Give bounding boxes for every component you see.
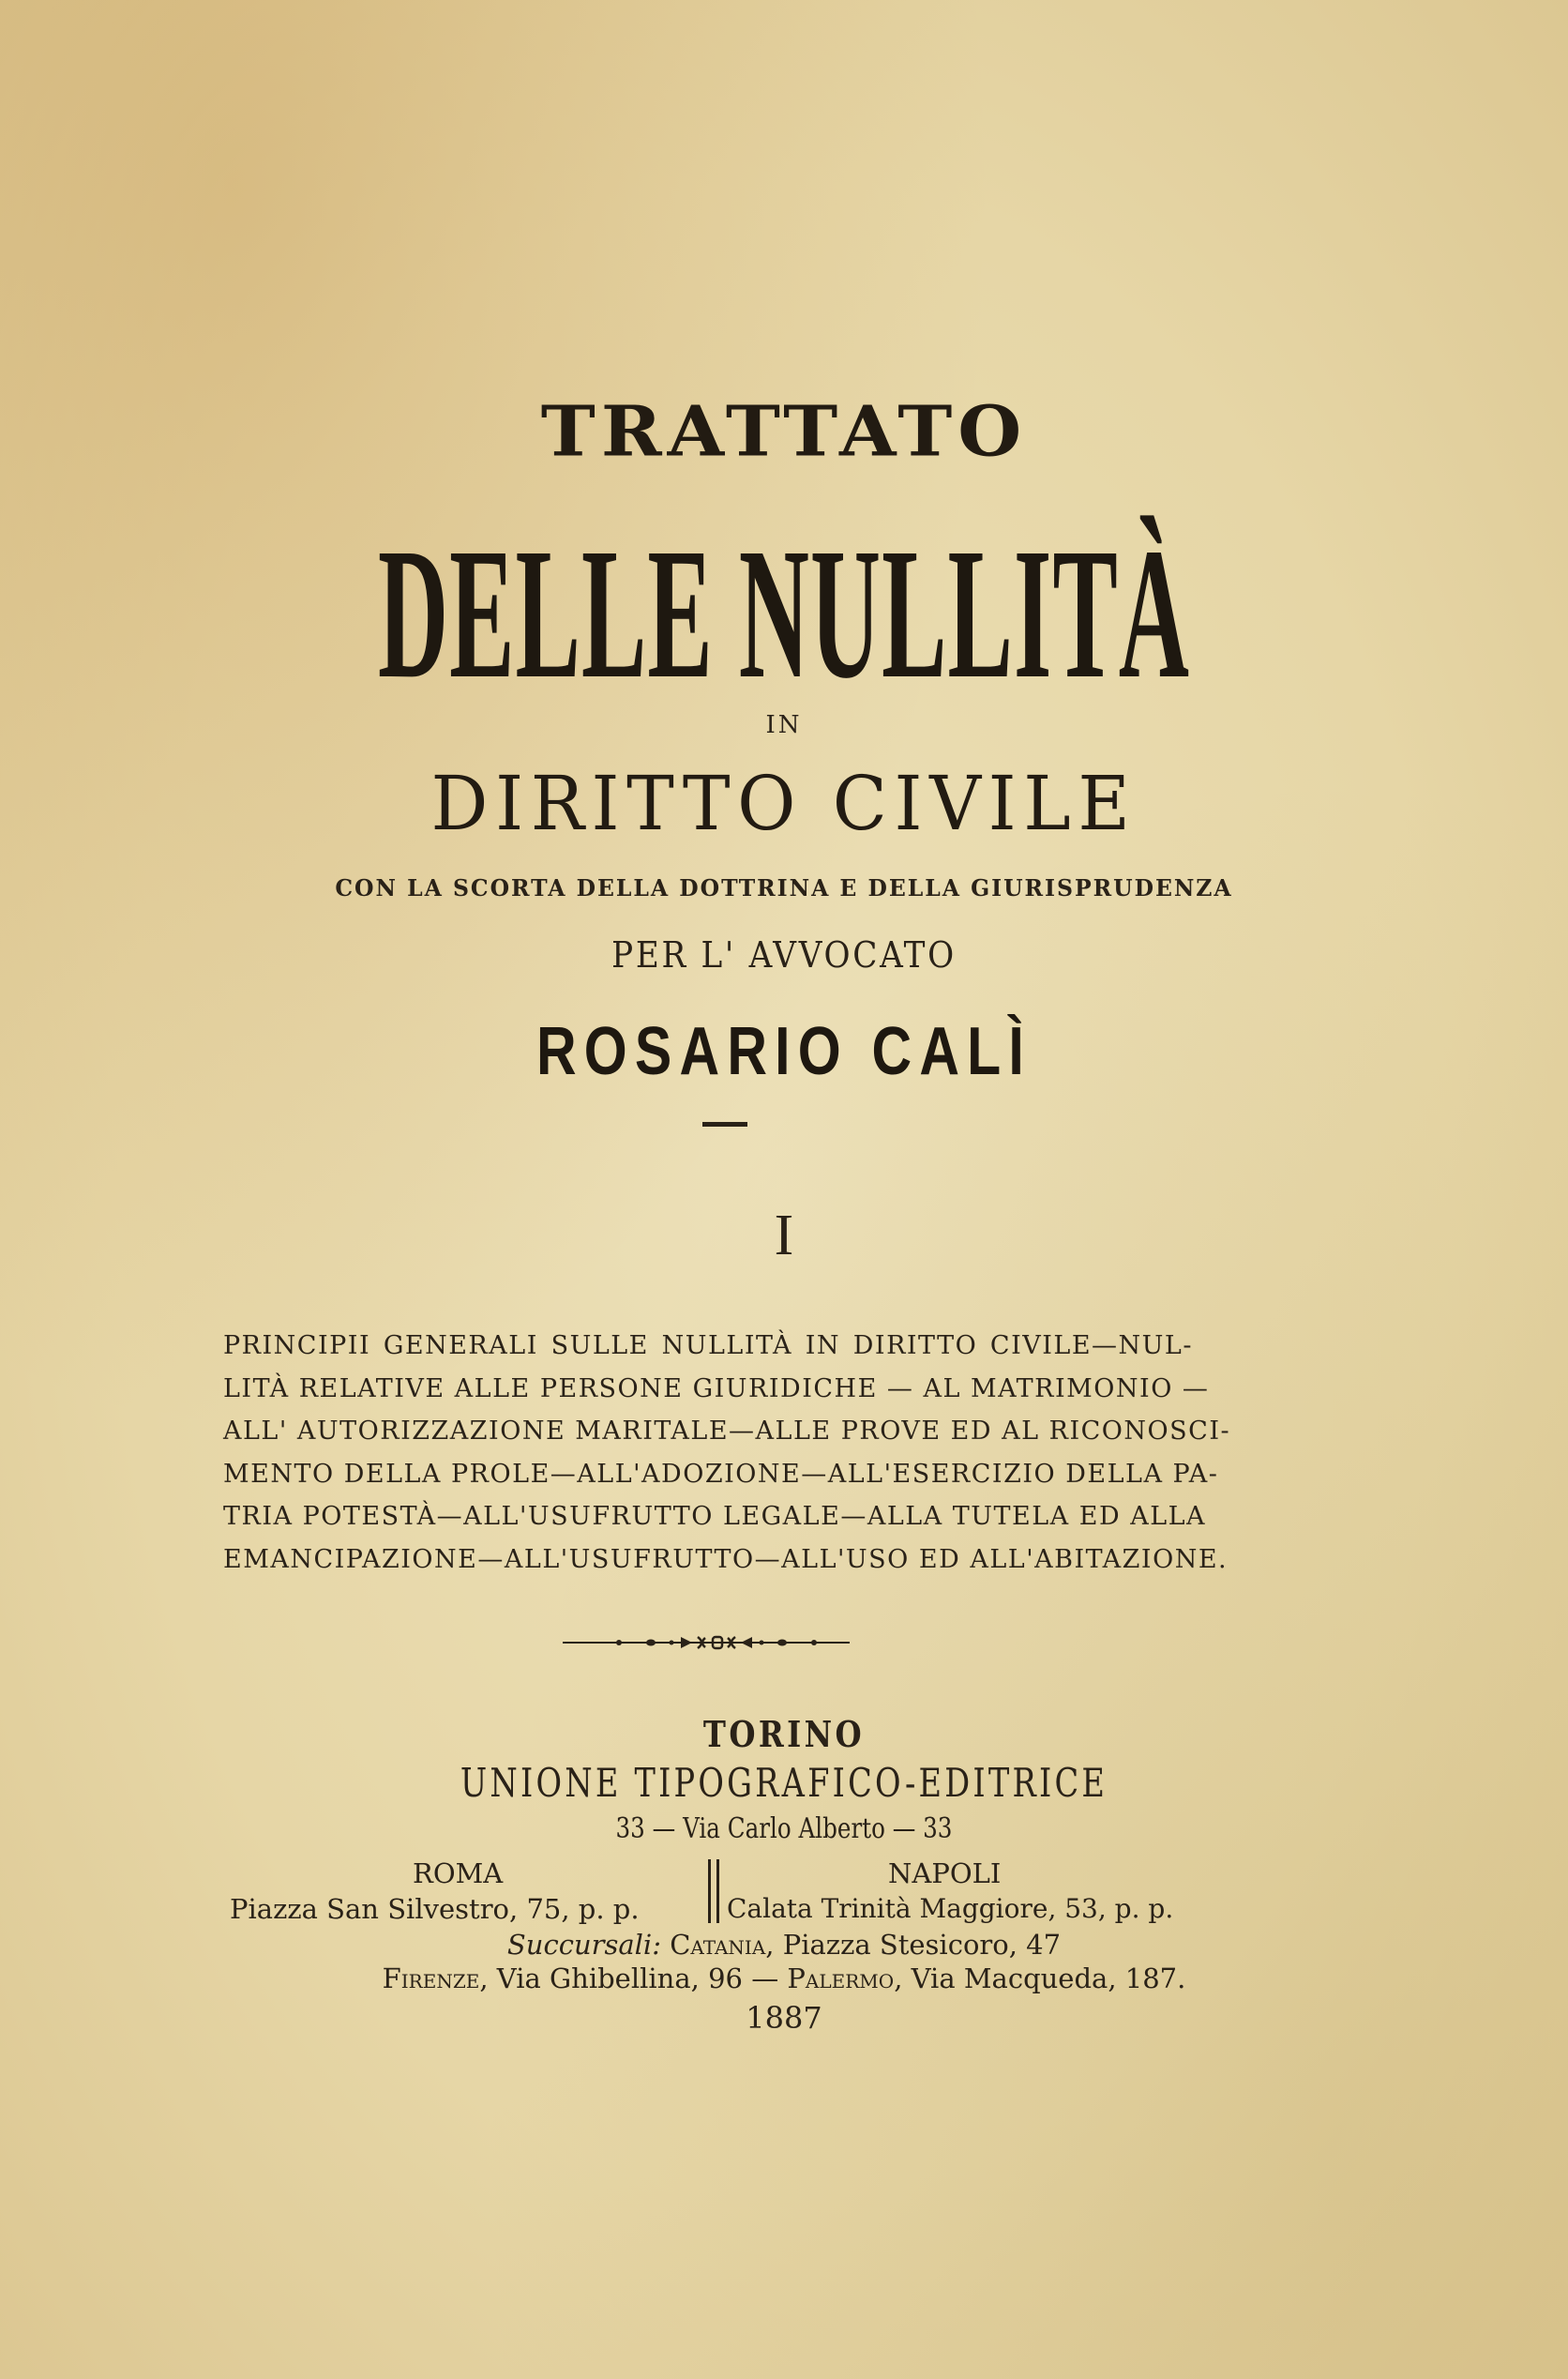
summary-line: ALL' AUTORIZZAZIONE MARITALE—ALLE PROVE ED AL RICONOSCI- xyxy=(223,1417,1231,1446)
title-diritto-civile: DIRITTO CIVILE xyxy=(430,760,1138,847)
palermo-city: Palermo xyxy=(787,1962,895,1994)
succursali-address: , Piazza Stesicoro, 47 xyxy=(765,1929,1062,1961)
volume-number: I xyxy=(774,1204,794,1267)
succursali-line xyxy=(0,1929,1568,1961)
ornament-divider-icon xyxy=(561,1632,852,1653)
summary-line: MENTO DELLA PROLE—ALL'ADOZIONE—ALL'ESERCIZIO DELLA PA- xyxy=(223,1459,1219,1489)
branch-napoli-address: Calata Trinità Maggiore, 53, p. p. xyxy=(727,1893,1174,1924)
firenze-city: Firenze xyxy=(382,1962,480,1994)
imprint-city: TORINO xyxy=(702,1713,866,1755)
publisher-name: UNIONE TIPOGRAFICO-EDITRICE xyxy=(460,1760,1108,1806)
palermo-address: , Via Macqueda, 187. xyxy=(894,1962,1186,1994)
branch-roma-address: Piazza San Silvestro, 75, p. p. xyxy=(230,1893,640,1925)
title-trattato: TRATTATO xyxy=(540,391,1028,473)
author-name: ROSARIO CALÌ xyxy=(535,1014,1033,1089)
publisher-address: 33 — Via Carlo Alberto — 33 xyxy=(615,1812,953,1845)
contents-summary xyxy=(223,1325,1231,1581)
title-connector: IN xyxy=(765,711,803,739)
branch-roma-city: ROMA xyxy=(413,1857,504,1889)
short-rule-divider xyxy=(702,1122,747,1127)
summary-line: EMANCIPAZIONE—ALL'USUFRUTTO—ALL'USO ED ALL'ABITAZIONE. xyxy=(223,1544,1229,1574)
branch-napoli-city: NAPOLI xyxy=(888,1857,1002,1889)
title-delle-nullita: DELLE NULLITÀ xyxy=(378,510,1190,718)
succursali-city: Catania xyxy=(670,1929,766,1961)
double-rule-right xyxy=(716,1859,719,1923)
double-rule-left xyxy=(708,1859,711,1923)
firenze-address: , Via Ghibellina, 96 — xyxy=(479,1962,788,1994)
summary-line: LITÀ RELATIVE ALLE PERSONE GIURIDICHE — AL MATRIMONIO — xyxy=(223,1373,1210,1403)
publication-year: 1887 xyxy=(746,2000,822,2036)
succursali-label: Succursali: xyxy=(506,1929,661,1961)
firenze-palermo-line xyxy=(0,1962,1568,1994)
author-prefix: PER L' AVVOCATO xyxy=(611,934,957,976)
summary-line: TRIA POTESTÀ—ALL'USUFRUTTO LEGALE—ALLA TUTELA ED ALLA xyxy=(223,1502,1207,1531)
summary-line: PRINCIPII GENERALI SULLE NULLITÀ IN DIRITTO CIVILE—NUL- xyxy=(223,1331,1193,1360)
subtitle: CON LA SCORTA DELLA DOTTRINA E DELLA GIURISPRUDENZA xyxy=(335,874,1233,902)
